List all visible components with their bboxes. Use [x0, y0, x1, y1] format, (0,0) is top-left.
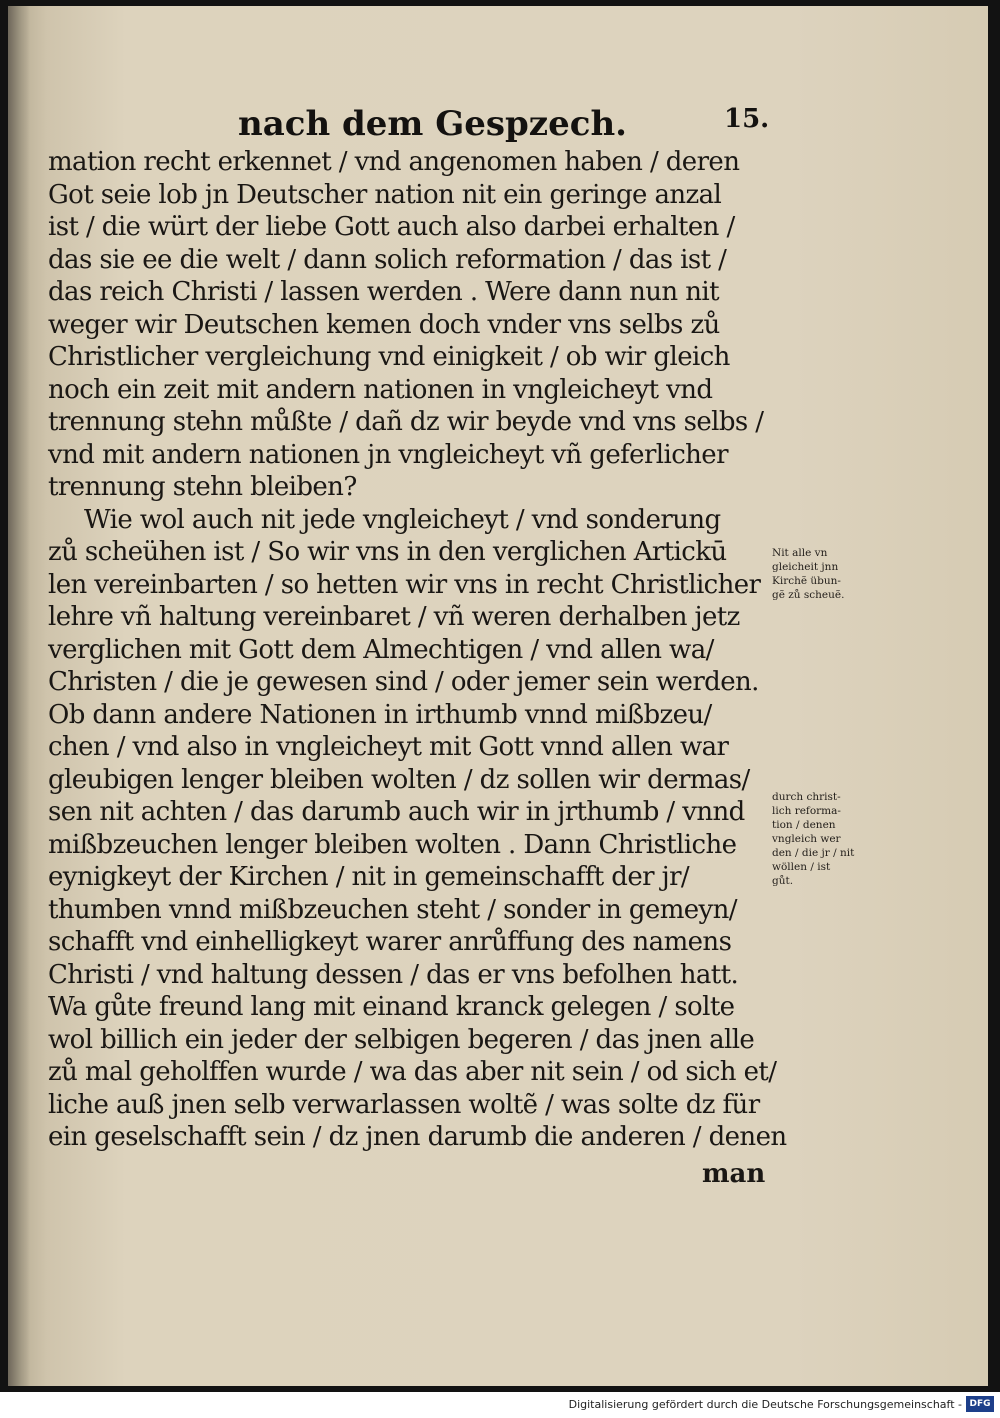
- text-line: das sie ee die welt / dann solich reformation / das ist /: [48, 244, 727, 275]
- marginal-line: den / die jr / nit: [772, 847, 855, 859]
- marginal-line: gůt.: [772, 875, 794, 887]
- marginal-line: wöllen / ist: [772, 861, 831, 873]
- text-line: ein geselschafft sein / dz jnen darumb die anderen / denen: [48, 1122, 787, 1152]
- catchword: man: [702, 1159, 766, 1189]
- text-line: Got seie lob jn Deutscher nation nit ein geringe anzal: [48, 179, 722, 210]
- marginal-note: [772, 546, 844, 602]
- text-line: Christlicher vergleichung vnd einigkeit / ob wir gleich: [48, 342, 730, 372]
- text-line: mation recht erkennet / vnd angenomen haben / deren: [48, 147, 740, 177]
- text-line: weger wir Deutschen kemen doch vnder vns selbs zů: [48, 309, 720, 340]
- text-line: trennung stehn můßte / dañ dz wir beyde vnd vns selbs /: [48, 407, 764, 437]
- text-line: zů scheühen ist / So wir vns in den verglichen Artickū: [48, 537, 727, 567]
- marginal-line: Nit alle vn: [772, 547, 828, 559]
- text-line: lehre vñ haltung vereinbaret / vñ weren derhalben jetz: [48, 602, 740, 632]
- text-line: vnd mit andern nationen jn vngleicheyt vñ geferlicher: [48, 439, 728, 470]
- text-line: zů mal geholffen wurde / wa das aber nit sein / od sich et/: [48, 1057, 777, 1087]
- body-text: [48, 146, 787, 1154]
- text-line: verglichen mit Gott dem Almechtigen / vnd allen wa/: [48, 634, 714, 665]
- funding-credit: Digitalisierung gefördert durch die Deutsche Forschungsgemeinschaft -: [568, 1398, 962, 1411]
- marginal-line: durch christ-: [772, 791, 841, 803]
- marginal-line: gẽ zů scheuẽ.: [772, 589, 845, 601]
- text-line: liche auß jnen selb verwarlassen woltẽ / was solte dz für: [48, 1089, 760, 1120]
- text-line: gleubigen lenger bleiben wolten / dz sollen wir dermas/: [48, 764, 750, 795]
- text-line: chen / vnd also in vngleicheyt mit Gott vnnd allen war: [48, 732, 729, 762]
- text-line: Ob dann andere Nationen in irthumb vnnd mißbzeu/: [48, 699, 712, 730]
- folio-number: 15.: [724, 104, 770, 134]
- text-line: ist / die würt der liebe Gott auch also darbei erhalten /: [48, 212, 735, 242]
- text-line: Christen / die je gewesen sind / oder jemer sein werden.: [48, 667, 759, 697]
- text-line: len vereinbarten / so hetten wir vns in recht Christlicher: [48, 569, 761, 600]
- marginal-line: vngleich wer: [772, 833, 841, 845]
- marginal-line: gleicheit jnn: [772, 561, 839, 573]
- marginal-line: lich reforma-: [772, 805, 841, 817]
- page-gutter-shadow: [8, 6, 30, 1386]
- text-line: thumben vnnd mißbzeuchen steht / sonder in gemeyn/: [48, 894, 737, 925]
- text-line: eynigkeyt der Kirchen / nit in gemeinschafft der jr/: [48, 862, 690, 892]
- text-line: das reich Christi / lassen werden . Were dann nun nit: [48, 277, 719, 307]
- paragraph-start-line: Wie wol auch nit jede vngleicheyt / vnd sonderung: [84, 504, 721, 535]
- text-line: mißbzeuchen lenger bleiben wolten . Dann Christliche: [48, 829, 737, 860]
- running-title: nach dem Gespzech.: [238, 104, 628, 144]
- marginal-line: Kirchẽ übun-: [772, 575, 841, 587]
- text-line: schafft vnd einhelligkeyt warer anrůffung des namens: [48, 927, 732, 957]
- text-line: Wa gůte freund lang mit einand kranck gelegen / solte: [48, 992, 735, 1022]
- text-line: wol billich ein jeder der selbigen begeren / das jnen alle: [48, 1024, 755, 1055]
- footer-bar: [0, 1392, 1000, 1418]
- marginal-line: tion / denen: [772, 819, 836, 831]
- text-line: sen nit achten / das darumb auch wir in jrthumb / vnnd: [48, 797, 745, 827]
- text-line: Christi / vnd haltung dessen / das er vns befolhen hatt.: [48, 959, 739, 990]
- text-line: noch ein zeit mit andern nationen in vngleicheyt vnd: [48, 374, 713, 405]
- dfg-logo[interactable]: DFG: [966, 1396, 994, 1412]
- text-line: trennung stehn bleiben?: [48, 472, 357, 502]
- book-page: [8, 6, 988, 1386]
- marginal-note: [772, 790, 854, 888]
